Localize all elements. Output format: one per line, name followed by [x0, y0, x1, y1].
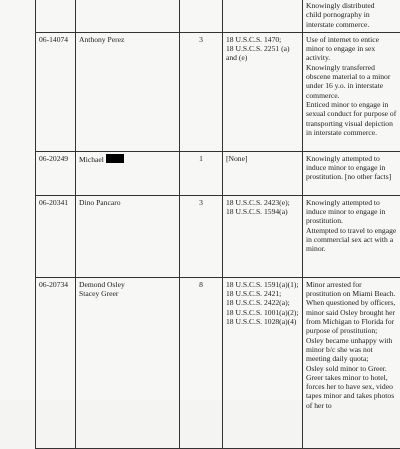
statute-line: 18 U.S.C.S. 1591(a)(1);	[226, 280, 299, 289]
count-cell: 1	[180, 151, 223, 195]
table-row	[36, 0, 400, 32]
table-row	[36, 32, 400, 151]
statute-line: 18 U.S.C.S. 1594(a)	[226, 207, 299, 216]
table-row	[36, 151, 400, 195]
fact-line: Greer takes minor to hotel, forces her to have sex, video tapes minor and takes photos of her to	[306, 373, 397, 410]
facts-cell	[303, 0, 400, 32]
statutes-cell	[223, 277, 303, 448]
fact-line: Knowingly attempted to induce minor to engage in prostitution. [no other facts]	[306, 154, 397, 182]
statute-line: 18 U.S.C.S. 1470;	[226, 35, 299, 44]
fact-line: child pornography in	[306, 10, 397, 19]
fact-line: Osley sold minor to Greer.	[306, 364, 397, 373]
defendant-cell	[76, 151, 180, 195]
statutes-cell	[223, 195, 303, 277]
table-row	[36, 195, 400, 277]
defendant-cell: Demond Osley Stacey Greer	[76, 277, 180, 448]
statutes-cell	[223, 0, 303, 32]
statute-line: 18 U.S.C.S. 2251 (a) and (e)	[226, 44, 299, 63]
count-cell	[180, 0, 223, 32]
count-cell: 3	[180, 32, 223, 151]
fact-line: Minor arrested for prostitution on Miami Beach.	[306, 280, 397, 299]
fact-line: Osley became unhappy with minor b/c she was not meeting daily quota;	[306, 336, 397, 364]
case-number-cell: 06-14074	[36, 32, 76, 151]
case-number-cell: 06-20734	[36, 277, 76, 448]
statute-line: [None]	[226, 154, 299, 163]
facts-cell	[303, 195, 400, 277]
facts-cell	[303, 32, 400, 151]
case-number-cell	[36, 0, 76, 32]
fact-line: Enticed minor to engage in sexual conduct for purpose of transporting visual depiction in interstate commerce.	[306, 100, 397, 137]
statute-line: 18 U.S.C.S. 2422(a);	[226, 298, 299, 307]
count-cell: 8	[180, 277, 223, 448]
statutes-cell	[223, 151, 303, 195]
defendant-cell	[76, 0, 180, 32]
defendant-cell: Anthony Perez	[76, 32, 180, 151]
statute-line: 18 U.S.C.S. 2423(e);	[226, 198, 299, 207]
facts-cell	[303, 277, 400, 448]
fact-line: Use of internet to entice minor to engage in sex activity.	[306, 35, 397, 63]
fact-line: Knowingly transferred obscene material to a minor under 16 y.o. in interstate commerce.	[306, 63, 397, 100]
fact-line: Knowingly distributed	[306, 1, 397, 10]
defendant-name: Michael	[79, 155, 104, 164]
case-number-cell: 06-20249	[36, 151, 76, 195]
statutes-cell	[223, 32, 303, 151]
table-row	[36, 277, 400, 448]
fact-line: When questioned by officers, minor said Osley brought her from Michigan to Florida for purpose of prostitution;	[306, 298, 397, 335]
defendant-cell: Dino Pancaro	[76, 195, 180, 277]
fact-line: Attempted to travel to engage in commercial sex act with a minor.	[306, 226, 397, 254]
case-number-cell: 06-20341	[36, 195, 76, 277]
fact-line: interstate commerce.	[306, 20, 397, 29]
statute-line: 18 U.S.C.S. 2421;	[226, 289, 299, 298]
facts-cell	[303, 151, 400, 195]
redaction-bar	[106, 154, 124, 163]
count-cell: 3	[180, 195, 223, 277]
statute-line: 18 U.S.C.S. 1001(a)(2);	[226, 308, 299, 317]
case-table	[35, 0, 400, 449]
fact-line: Knowingly attempted to induce minor to engage in prostitution.	[306, 198, 397, 226]
statute-line: 18 U.S.C.S. 1028(a)(4)	[226, 317, 299, 326]
